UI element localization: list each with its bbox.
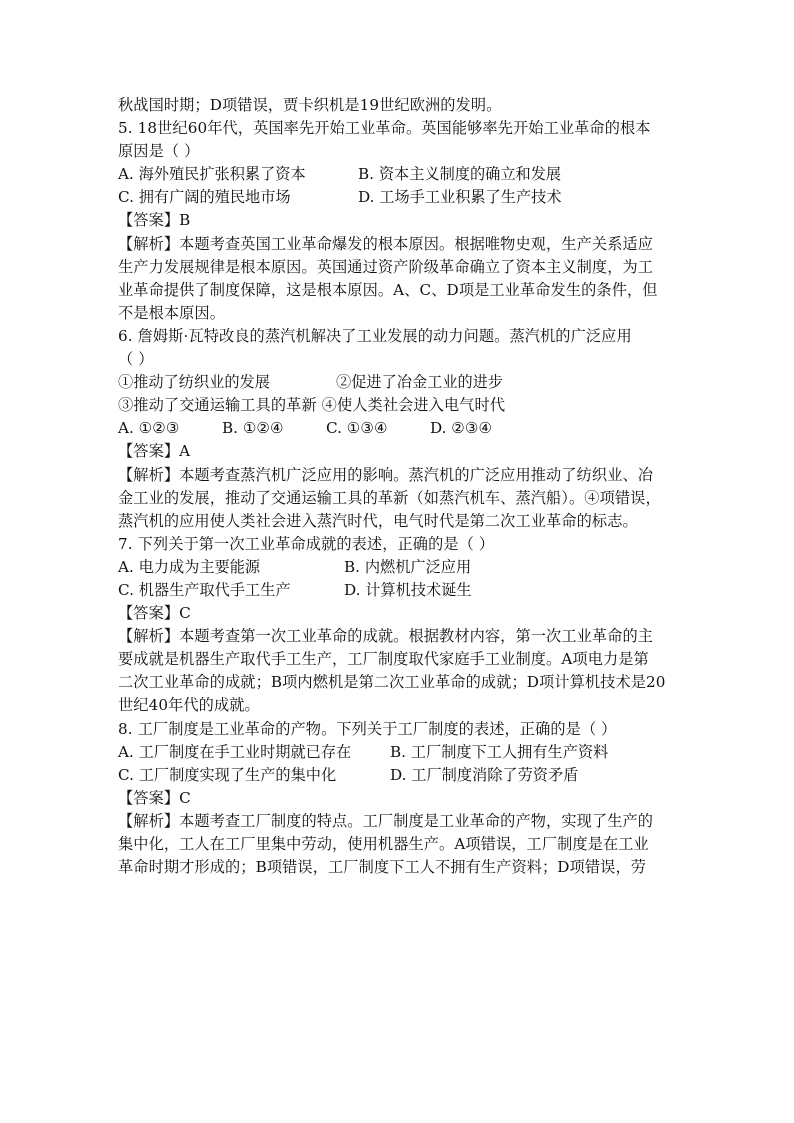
- explanation-line: 金工业的发展，推动了交通运输工具的革新（如蒸汽机车、蒸汽船）。④项错误，: [118, 488, 661, 507]
- answer-line: 【答案】A: [118, 442, 191, 461]
- question-8: [118, 718, 684, 880]
- option-c: C. 工厂制度实现了生产的集中化: [118, 765, 337, 784]
- text-line: 秋战国时期；D项错误，贾卡织机是19世纪欧洲的发明。: [118, 96, 502, 114]
- explanation-line: 蒸汽机的应用使人类社会进入蒸汽时代，电气时代是第二次工业革命的标志。: [118, 511, 638, 530]
- question-stem: 7. 下列关于第一次工业革命成就的表述，正确的是（ ）: [118, 534, 495, 553]
- explanation-line: 不是根本原因。: [118, 303, 226, 322]
- option-b: B. 工厂制度下工人拥有生产资料: [390, 742, 609, 761]
- option-b: B. ①②④: [222, 419, 284, 438]
- statement-row: ③推动了交通运输工具的革新 ④使人类社会进入电气时代: [118, 396, 506, 415]
- explanation-line: 【解析】本题考查英国工业革命爆发的根本原因。根据唯物史观，生产关系适应: [118, 234, 654, 253]
- explanation-line: 要成就是机器生产取代手工生产，工厂制度取代家庭手工业制度。A项电力是第: [118, 650, 649, 669]
- option-row: [118, 741, 684, 764]
- document-page: [118, 94, 684, 879]
- option-row: [118, 186, 684, 209]
- option-d: D. 工厂制度消除了劳资矛盾: [390, 765, 579, 784]
- question-6: [118, 325, 684, 533]
- question-stem: （ ）: [118, 350, 154, 369]
- explanation-line: 【解析】本题考查蒸汽机广泛应用的影响。蒸汽机的广泛应用推动了纺织业、冶: [118, 465, 654, 484]
- option-row: [118, 764, 684, 787]
- explanation-line: 【解析】本题考查工厂制度的特点。工厂制度是工业革命的产物，实现了生产的: [118, 811, 654, 830]
- option-d: D. 工场手工业积累了生产技术: [358, 188, 562, 207]
- question-5: [118, 117, 684, 325]
- option-row: [118, 556, 684, 579]
- option-a: A. 电力成为主要能源: [118, 557, 261, 576]
- question-stem: 6. 詹姆斯·瓦特改良的蒸汽机解决了工业发展的动力问题。蒸汽机的广泛应用: [118, 326, 632, 345]
- explanation-line: 集中化，工人在工厂里集中劳动，使用机器生产。A项错误，工厂制度是在工业: [118, 835, 649, 853]
- option-b: B. 资本主义制度的确立和发展: [358, 165, 562, 184]
- option-c: C. 拥有广阔的殖民地市场: [118, 188, 291, 207]
- option-c: C. ①③④: [326, 419, 388, 438]
- option-row: [118, 417, 684, 440]
- question-stem: 8. 工厂制度是工业革命的产物。下列关于工厂制度的表述，正确的是（ ）: [118, 719, 617, 738]
- option-d: D. 计算机技术诞生: [344, 580, 472, 599]
- explanation-line: 业革命提供了制度保障，这是根本原因。A、C、D项是工业革命发生的条件，但: [118, 280, 658, 299]
- option-c: C. 机器生产取代手工生产: [118, 580, 291, 599]
- answer-line: 【答案】B: [118, 211, 191, 230]
- statement-2: ②促进了冶金工业的进步: [336, 373, 504, 392]
- explanation-line: 世纪40年代的成就。: [118, 696, 260, 715]
- question-stem: 原因是（ ）: [118, 142, 200, 161]
- explanation-line: 革命时期才形成的；B项错误，工厂制度下工人不拥有生产资料；D项错误，劳: [118, 858, 647, 877]
- answer-line: 【答案】C: [118, 788, 191, 807]
- option-a: A. ①②③: [118, 419, 180, 438]
- answer-line: 【答案】C: [118, 604, 191, 623]
- statement-1: ①推动了纺织业的发展: [118, 373, 270, 392]
- explanation-line: 二次工业革命的成就；B项内燃机是第二次工业革命的成就；D项计算机技术是20: [118, 673, 666, 692]
- option-row: [118, 579, 684, 602]
- question-7: [118, 533, 684, 718]
- option-a: A. 工厂制度在手工业时期就已存在: [118, 742, 352, 761]
- statement-row: [118, 371, 684, 394]
- question-stem: 5. 18世纪60年代，英国率先开始工业革命。英国能够率先开始工业革命的根本: [118, 119, 651, 138]
- option-b: B. 内燃机广泛应用: [344, 557, 472, 576]
- option-row: [118, 163, 684, 186]
- explanation-line: 生产力发展规律是根本原因。英国通过资产阶级革命确立了资本主义制度，为工: [118, 257, 654, 276]
- option-a: A. 海外殖民扩张积累了资本: [118, 165, 306, 184]
- explanation-line: 【解析】本题考查第一次工业革命的成就。根据教材内容，第一次工业革命的主: [118, 627, 654, 646]
- option-d: D. ②③④: [430, 419, 493, 438]
